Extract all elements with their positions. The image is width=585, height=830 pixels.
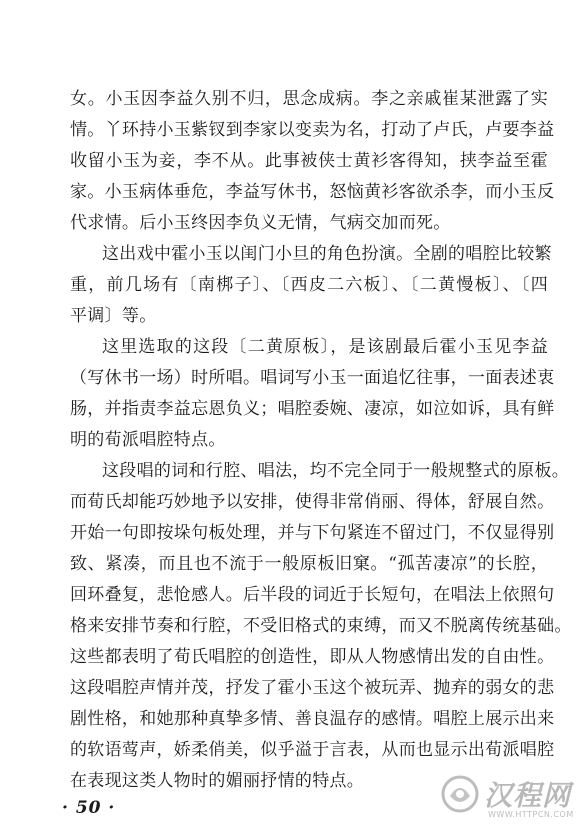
text-line: 家。小玉病体垂危，李益写休书，怒恼黄衫客欲杀李，而小玉反 (70, 182, 555, 202)
page-number: · 50 · (62, 798, 116, 818)
text-line: 这里选取的这段〔二黄原板〕，是该剧最后霍小玉见李益 (102, 337, 548, 357)
text-line: 这些都表明了荀氏唱腔的创造性，即从人物感情出发的自由性。 (70, 647, 555, 667)
text-line: 肠，并指责李益忘恩负义；唱腔委婉、凄凉，如泣如诉，具有鲜 (70, 399, 555, 419)
text-line: 代求情。后小玉终因李负义无情，气病交加而死。 (70, 213, 451, 233)
text-line: 平调〕等。 (70, 306, 157, 326)
text-line: 这出戏中霍小玉以闺门小旦的角色扮演。全剧的唱腔比较繁 (102, 244, 552, 264)
text-line: 女。小玉因李益久别不归，思念成病。李之亲戚崔某泄露了实 (70, 89, 548, 109)
text-line: 明的荀派唱腔特点。 (70, 430, 226, 450)
watermark-text: 汉程网 (484, 779, 572, 812)
text-line: 收留小玉为妾，李不从。此事被侠士黄衫客得知，挟李益至霍 (70, 151, 548, 171)
watermark-logo-icon (440, 774, 480, 814)
watermark-url: WWW.HTTPCN.COM (488, 810, 574, 819)
text-line: 回环叠复，悲怆感人。后半段的词近于长短句，在唱法上依照句 (70, 585, 555, 605)
text-line: 而荀氏却能巧妙地予以安排，使得非常俏丽、得体，舒展自然。 (70, 492, 555, 512)
text-line: 致、紧凑，而且也不流于一般原板旧窠。“孤苦凄凉”的长腔， (70, 554, 548, 574)
text-line: 情。丫环持小玉紫钗到李家以变卖为名，打动了卢氏，卢要李益 (70, 120, 555, 140)
text-line: 这段唱的词和行腔、唱法，均不完全同于一般规整式的原板。 (102, 461, 570, 481)
text-line: 剧性格，和她那种真挚多情、善良温存的感情。唱腔上展示出来 (70, 709, 555, 729)
site-watermark (440, 770, 580, 828)
text-line: 在表现这类人物时的媚丽抒情的特点。 (70, 771, 365, 791)
text-line: 格来安排节奏和行腔，不受旧格式的束缚，而又不脱离传统基础。 (70, 616, 572, 636)
text-line: 这段唱腔声情并茂，抒发了霍小玉这个被玩弄、抛弃的弱女的悲 (70, 678, 555, 698)
text-line: 重，前几场有〔南梆子〕、〔西皮二六板〕、〔二黄慢板〕、〔四 (70, 275, 548, 295)
text-line: 开始一句即按垛句板处理，并与下句紧连不留过门，不仅显得别 (70, 523, 555, 543)
text-line: （写休书一场）时所唱。唱词写小玉一面追忆往事，一面表述衷 (70, 368, 555, 388)
text-line: 的软语莺声，娇柔俏美，似乎溢于言表，从而也显示出荀派唱腔 (70, 740, 555, 760)
